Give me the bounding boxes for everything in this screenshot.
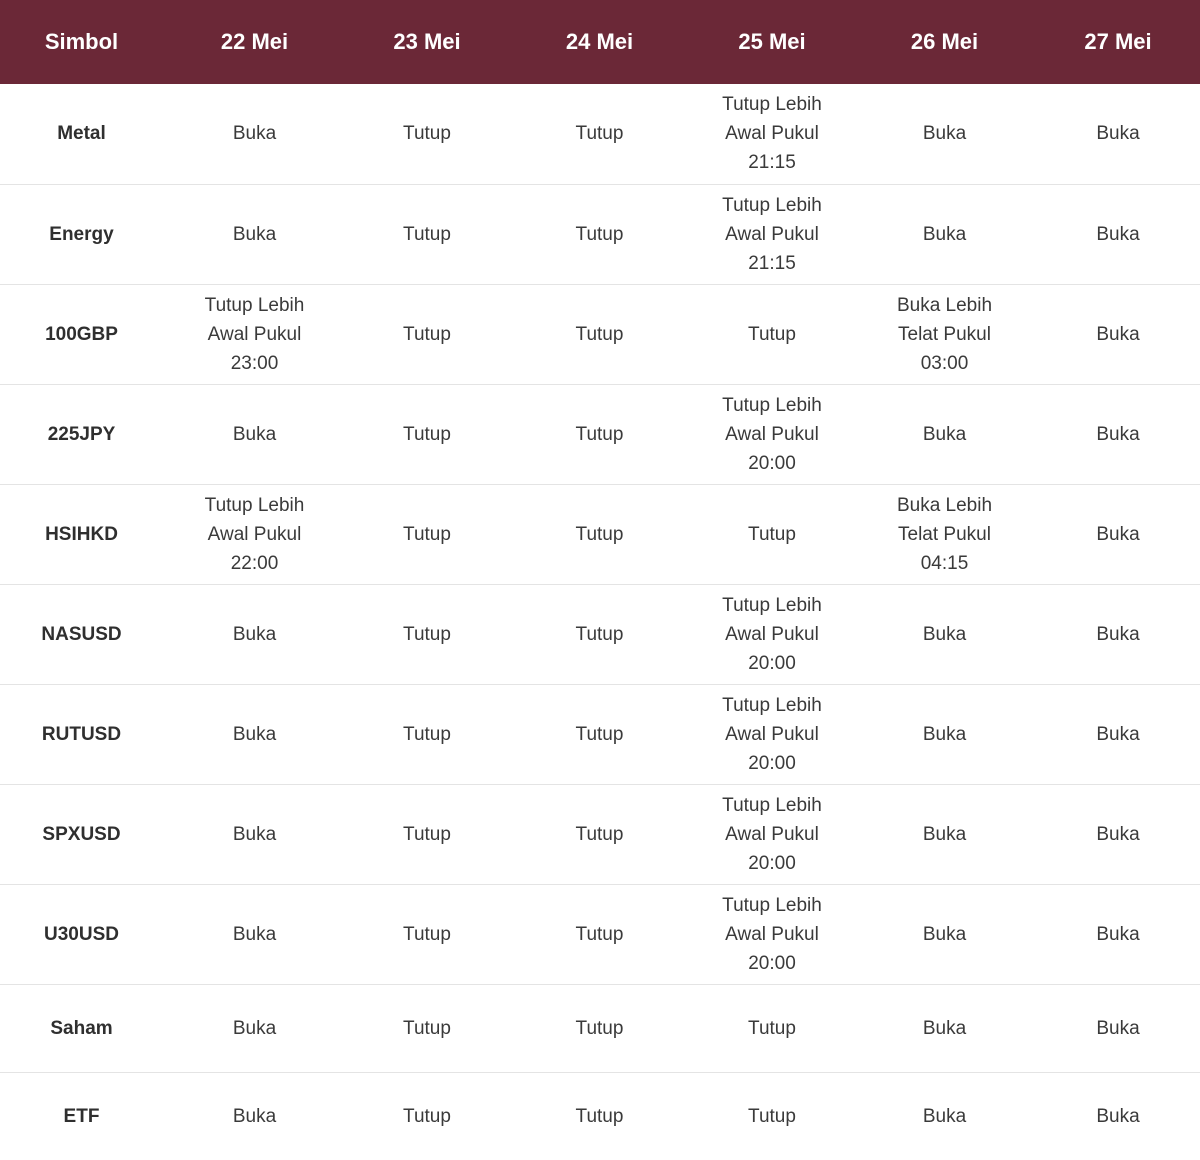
table-row	[0, 484, 1200, 584]
table-row	[0, 684, 1200, 784]
status-cell: Tutup	[403, 1017, 451, 1039]
status-cell: Buka Lebih Telat Pukul 04:15	[896, 494, 993, 574]
header-symbol: Simbol	[44, 29, 119, 54]
status-cell: Tutup	[575, 1105, 624, 1127]
header-date: 23 Mei	[393, 29, 461, 54]
status-cell: Buka	[232, 123, 277, 145]
status-cell: Tutup	[575, 523, 624, 545]
status-cell: Buka	[922, 423, 967, 445]
table-row	[0, 884, 1200, 984]
symbol-cell: 100GBP	[45, 323, 118, 345]
status-cell: Tutup Lebih Awal Pukul 21:15	[722, 94, 822, 174]
status-cell: Tutup	[748, 1105, 796, 1127]
symbol-cell: U30USD	[44, 923, 119, 945]
symbol-cell: SPXUSD	[42, 823, 121, 845]
status-cell: Tutup	[403, 323, 451, 345]
status-cell: Buka	[922, 823, 967, 845]
status-cell: Tutup	[748, 323, 796, 345]
status-cell: Tutup	[575, 723, 624, 745]
table-row	[0, 284, 1200, 384]
status-cell: Tutup Lebih Awal Pukul 20:00	[722, 394, 822, 474]
table-row	[0, 784, 1200, 884]
status-cell: Buka	[1096, 123, 1140, 145]
status-cell: Tutup	[403, 823, 451, 845]
symbol-cell: ETF	[63, 1105, 100, 1127]
table-row	[0, 584, 1200, 684]
table-row	[0, 984, 1200, 1072]
table-body	[0, 84, 1200, 1160]
status-cell: Tutup Lebih Awal Pukul 23:00	[204, 294, 305, 374]
status-cell: Buka	[1096, 223, 1140, 245]
status-cell: Buka	[232, 423, 277, 445]
header-date: 22 Mei	[220, 29, 289, 54]
status-cell: Buka	[922, 1017, 967, 1039]
status-cell: Buka	[232, 1105, 277, 1127]
status-cell: Buka	[1096, 823, 1140, 845]
status-cell: Buka	[1096, 1105, 1140, 1127]
status-cell: Buka	[1096, 323, 1140, 345]
symbol-cell: HSIHKD	[45, 523, 118, 545]
status-cell: Buka Lebih Telat Pukul 03:00	[896, 294, 993, 374]
table-header	[0, 0, 1200, 84]
status-cell: Tutup	[575, 923, 624, 945]
symbol-cell: Saham	[50, 1017, 113, 1039]
table-row	[0, 84, 1200, 184]
table-row	[0, 384, 1200, 484]
status-cell: Buka	[232, 823, 277, 845]
symbol-cell: Energy	[49, 223, 114, 245]
status-cell: Buka	[232, 723, 277, 745]
status-cell: Buka	[922, 123, 967, 145]
status-cell: Tutup	[403, 923, 451, 945]
status-cell: Buka	[232, 1017, 277, 1039]
header-row	[0, 0, 1200, 84]
status-cell: Buka	[922, 923, 967, 945]
status-cell: Buka	[1096, 523, 1140, 545]
status-cell: Buka	[232, 923, 277, 945]
status-cell: Tutup	[748, 523, 796, 545]
status-cell: Buka	[922, 723, 967, 745]
header-date: 24 Mei	[565, 29, 634, 54]
status-cell: Tutup	[575, 1017, 624, 1039]
status-cell: Tutup	[403, 123, 451, 145]
header-date: 27 Mei	[1084, 29, 1152, 54]
status-cell: Tutup	[403, 223, 451, 245]
symbol-cell: RUTUSD	[41, 723, 122, 745]
status-cell: Tutup	[575, 323, 624, 345]
status-cell: Buka	[1096, 623, 1140, 645]
status-cell: Tutup	[575, 223, 624, 245]
status-cell: Buka	[232, 223, 277, 245]
header-date: 26 Mei	[910, 29, 979, 54]
symbol-cell: NASUSD	[41, 623, 122, 645]
status-cell: Tutup Lebih Awal Pukul 21:15	[722, 194, 822, 274]
table-row	[0, 184, 1200, 284]
status-cell: Tutup	[403, 423, 451, 445]
status-cell: Tutup	[748, 1017, 796, 1039]
status-cell: Tutup	[403, 523, 451, 545]
status-cell: Tutup	[403, 1105, 451, 1127]
status-cell: Buka	[922, 223, 967, 245]
status-cell: Buka	[1096, 1017, 1140, 1039]
table-row	[0, 1072, 1200, 1160]
status-cell: Buka	[922, 623, 967, 645]
status-cell: Tutup Lebih Awal Pukul 22:00	[204, 494, 305, 574]
status-cell: Tutup	[575, 623, 624, 645]
status-cell: Tutup Lebih Awal Pukul 20:00	[722, 694, 822, 774]
status-cell: Tutup	[403, 723, 451, 745]
status-cell: Buka	[1096, 923, 1140, 945]
status-cell: Tutup Lebih Awal Pukul 20:00	[722, 794, 822, 874]
status-cell: Buka	[922, 1105, 967, 1127]
status-cell: Tutup	[575, 823, 624, 845]
status-cell: Tutup	[575, 423, 624, 445]
header-date: 25 Mei	[738, 29, 806, 54]
symbol-cell: 225JPY	[47, 423, 116, 445]
symbol-cell: Metal	[57, 123, 106, 145]
status-cell: Tutup	[403, 623, 451, 645]
status-cell: Tutup Lebih Awal Pukul 20:00	[722, 894, 822, 974]
status-cell: Buka	[232, 623, 277, 645]
status-cell: Tutup	[575, 123, 624, 145]
status-cell: Buka	[1096, 423, 1140, 445]
status-cell: Buka	[1096, 723, 1140, 745]
status-cell: Tutup Lebih Awal Pukul 20:00	[722, 594, 822, 674]
